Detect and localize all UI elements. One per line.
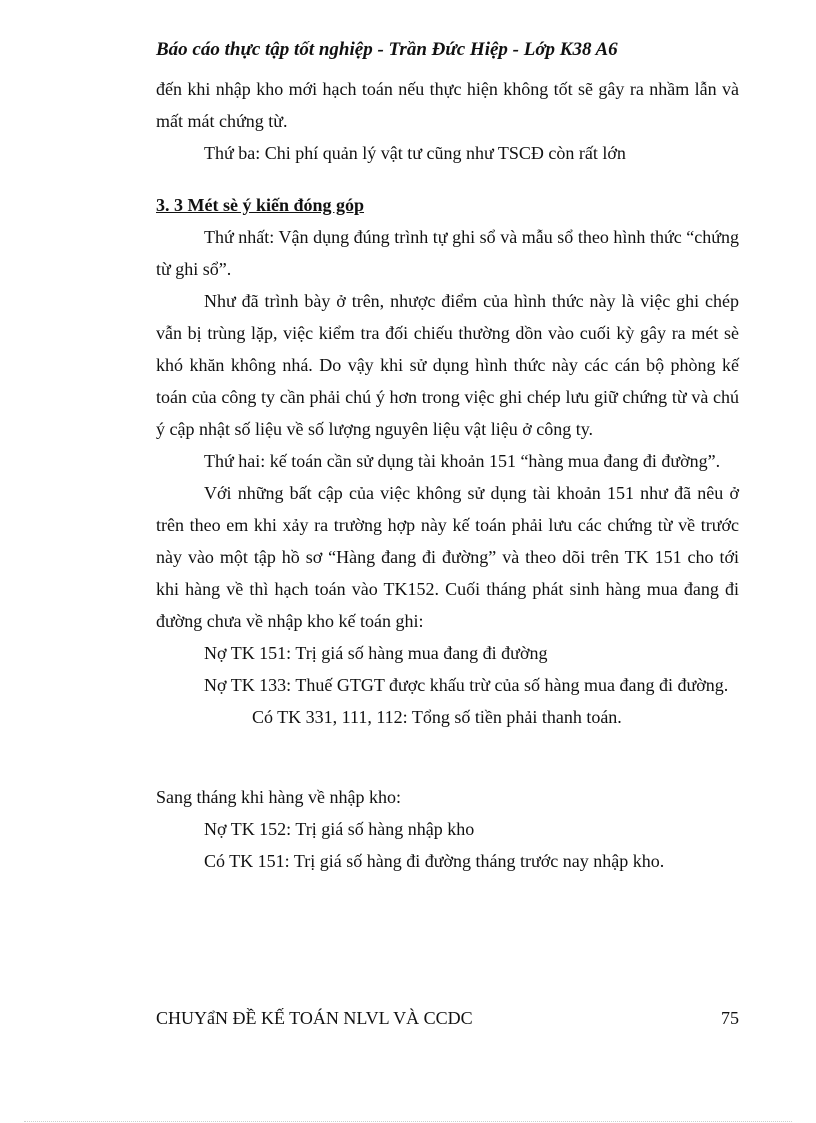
body-text bbox=[156, 73, 739, 877]
footer-title: CHUYẩN ĐỀ KẾ TOÁN NLVL VÀ CCDC bbox=[156, 1008, 473, 1028]
accounting-entry: Nợ TK 133: Thuế GTGT được khấu trừ của số hàng mua đang đi đường. bbox=[204, 675, 729, 695]
paragraph: Với những bất cập của việc không sử dụng tài khoản 151 như đã nêu ở trên theo em khi xảy ra trường hợp này kế toán phải lưu các chứng từ về trước này vào một tập hồ sơ “Hàng đang đi đường” và theo dõi trên TK 151 cho tới khi hàng về thì hạch toán vào TK152. Cuối tháng phát sinh hàng mua đang đi đường chưa về nhập kho kế toán ghi: bbox=[156, 483, 739, 631]
accounting-entry: Nợ TK 151: Trị giá số hàng mua đang đi đường bbox=[204, 643, 548, 663]
page-bottom-divider bbox=[24, 1121, 792, 1122]
accounting-entry: Có TK 331, 111, 112: Tổng số tiền phải thanh toán. bbox=[252, 707, 622, 727]
accounting-entry: Nợ TK 152: Trị giá số hàng nhập kho bbox=[204, 819, 475, 839]
paragraph: Như đã trình bày ở trên, nhược điểm của hình thức này là việc ghi chép vẫn bị trùng lặp, việc kiểm tra đối chiếu thường dồn vào cuối kỳ gây ra mét sè khó khăn không nhá. Do vậy khi sử dụng hình thức này các cán bộ phòng kế toán của công ty cần phải chú ý hơn trong việc ghi chép lưu giữ chứng từ và chú ý cập nhật số liệu về số lượng nguyên liệu vật liệu ở công ty. bbox=[156, 291, 739, 439]
paragraph: Sang tháng khi hàng về nhập kho: bbox=[156, 787, 401, 807]
accounting-entry: Có TK 151: Trị giá số hàng đi đường tháng trước nay nhập kho. bbox=[204, 851, 665, 871]
paragraph: đến khi nhập kho mới hạch toán nếu thực hiện không tốt sẽ gây ra nhầm lẫn và mất mát chứng từ. bbox=[156, 79, 739, 131]
page-footer bbox=[156, 1008, 739, 1029]
section-heading-text: 3. 3 Mét sè ý kiến đóng góp bbox=[156, 195, 365, 215]
section-heading bbox=[156, 189, 739, 221]
paragraph: Thứ ba: Chi phí quản lý vật tư cũng như TSCĐ còn rất lớn bbox=[204, 143, 626, 163]
page-header: Báo cáo thực tập tốt nghiệp - Trần Đức Hiệp - Lớp K38 A6 bbox=[156, 39, 618, 60]
paragraph: Thứ hai: kế toán cần sử dụng tài khoản 151 “hàng mua đang đi đường”. bbox=[204, 451, 721, 471]
paragraph: Thứ nhất: Vận dụng đúng trình tự ghi sổ và mẫu sổ theo hình thức “chứng từ ghi sổ”. bbox=[156, 227, 739, 279]
page-number: 75 bbox=[721, 1008, 739, 1028]
document-page bbox=[156, 0, 739, 1123]
